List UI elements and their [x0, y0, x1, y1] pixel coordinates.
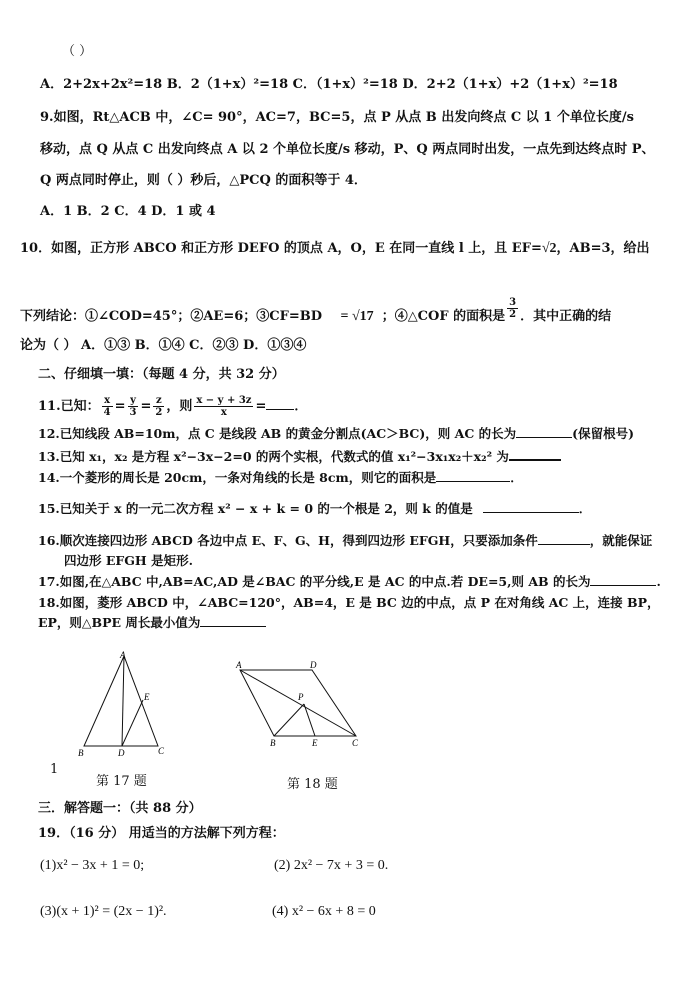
q18-line1: 18.如图，菱形 ABCD 中，∠ABC=120°，AB=4，E 是 BC 边的中点，点 P 在对角线 AC 上，连接 BP，	[38, 595, 660, 610]
section3-title: 三．解答题一：（共 88 分）	[38, 801, 202, 816]
q10-line1	[20, 241, 650, 257]
q18-line2-text: EP，则△BPE 周长最小值为	[38, 615, 201, 630]
q17	[38, 574, 661, 590]
q10-line2-text-b: ；④△COF 的面积是	[381, 309, 506, 324]
q8-options: A．2+2x+2x²=18 B．2（1+x）²=18 C．（1+x）²=18 D．2+2（1+x）+2（1+x）²=18	[40, 77, 618, 92]
q14-answer-blank[interactable]	[436, 470, 510, 482]
q11-frac-y-den: 3	[129, 407, 137, 418]
q11-answer-blank[interactable]	[266, 398, 294, 410]
q12-text: 12.已知线段 AB=10m，点 C 是线段 AB 的黄金分割点(AC＞BC)，则 AC 的长为	[38, 426, 517, 441]
q9-options: A．1 B．2 C．4 D．1 或 4	[40, 204, 216, 219]
q12-suffix: (保留根号)	[572, 426, 634, 441]
q10-fraction-den: 2	[509, 309, 517, 320]
q11-frac-y-num: y	[128, 395, 139, 407]
q11-frac-expr-den: x	[220, 407, 227, 418]
q11-mid: ，则	[166, 399, 193, 414]
q10-line2-text-a: 下列结论：①∠COD=45°；②AE=6；③CF=BD	[20, 309, 322, 324]
q10-fraction	[507, 297, 518, 320]
q14-text: 14.一个菱形的周长是 20cm，一条对角线的长是 8cm，则它的面积是	[38, 470, 437, 485]
section2-title: 二、仔细填一填：（每题 4 分，共 32 分）	[38, 367, 285, 382]
q16-line1-text: 16.顺次连接四边形 ABCD 各边中点 E、F、G、H，得到四边形 EFGH，只要添加条件	[38, 533, 538, 548]
q11-frac-z	[153, 395, 164, 418]
q11-eq3: =	[255, 399, 267, 414]
q9-line3: Q 两点同时停止，则（ ）秒后，△PCQ 的面积等于 4．	[40, 173, 367, 188]
q18-answer-blank[interactable]	[200, 615, 266, 627]
q10-line2	[20, 297, 612, 328]
q17-answer-blank[interactable]	[590, 574, 656, 586]
q16-line1-suffix: ，就能保证	[589, 533, 653, 548]
q10-line1-text-b: ，AB=3，给出	[556, 241, 650, 256]
q10-line2-text-c: ．其中正确的结	[520, 309, 612, 324]
q11-frac-expr-num: x − y + 3z	[196, 395, 252, 406]
q11-frac-x	[102, 395, 113, 418]
q11-suffix: ．	[294, 399, 308, 414]
q12	[38, 426, 634, 442]
q13-answer-blank[interactable]	[509, 448, 561, 461]
q10-line1-text-a: 10．如图，正方形 ABCO 和正方形 DEFO 的顶点 A，O，E 在同一直线 l 上，且 EF=	[20, 241, 542, 256]
q10-line3: 论为（ ） A．①③ B．①④ C．②③ D．①③④	[20, 338, 307, 353]
fig18-label-P: P	[298, 692, 304, 702]
q17-suffix: .	[656, 574, 661, 589]
figure-17-triangle	[76, 650, 176, 760]
q11-frac-z-num: z	[153, 395, 164, 407]
q9-line1: 9.如图，Rt△ACB 中，∠C= 90°，AC=7，BC=5，点 P 从点 B 出发向终点 C 以 1 个单位长度/s	[40, 110, 634, 125]
q11-frac-x-num: x	[102, 395, 113, 407]
q9-line2: 移动，点 Q 从点 C 出发向终点 A 以 2 个单位长度/s 移动，P、Q 两点同时出发，一点先到达终点时 P、	[40, 142, 655, 157]
q19-equation-3: (3)(x + 1)² = (2x − 1)².	[40, 904, 167, 919]
fig18-label-A: A	[236, 660, 242, 670]
figure-18-caption: 第 18 题	[287, 777, 338, 792]
q19-equation-2: (2) 2x² − 7x + 3 = 0.	[274, 858, 389, 873]
q8-answer-paren: （ ）	[62, 44, 93, 59]
q14-suffix: ．	[510, 470, 523, 485]
fig17-label-E: E	[144, 692, 150, 702]
q11-frac-x-den: 4	[103, 407, 111, 418]
fig18-label-B: B	[270, 738, 276, 748]
q10-sqrt17: = √17	[340, 309, 374, 324]
q11-eq1: =	[114, 399, 126, 414]
q17-text: 17.如图,在△ABC 中,AB=AC,AD 是∠BAC 的平分线,E 是 AC 的中点.若 DE=5,则 AB 的长为	[38, 574, 591, 589]
q11-frac-y	[128, 395, 139, 418]
q16-answer-blank[interactable]	[538, 533, 590, 545]
q16-line1	[38, 533, 652, 549]
q10-sqrt2: √2	[541, 241, 557, 256]
fig17-label-B: B	[78, 748, 84, 758]
figure-18-rhombus	[230, 658, 370, 750]
q15-text: 15.已知关于 x 的一元二次方程 x² − x + k = 0 的一个根是 2，则 k 的值是	[38, 501, 473, 516]
q16-line2: 四边形 EFGH 是矩形.	[64, 553, 193, 568]
fig18-label-E: E	[312, 738, 318, 748]
q11-frac-z-den: 2	[155, 407, 163, 418]
q12-answer-blank[interactable]	[516, 426, 572, 438]
q19-equation-1: (1)x² − 3x + 1 = 0;	[40, 858, 145, 873]
q11-frac-expr	[194, 395, 253, 418]
fig18-label-C: C	[352, 738, 359, 748]
figure-17-caption: 第 17 题	[96, 774, 147, 789]
q15-suffix: ．	[578, 501, 592, 516]
q15	[38, 501, 591, 517]
stray-mark: 1	[50, 762, 59, 777]
q11-eq2: =	[140, 399, 152, 414]
fig17-label-A: A	[120, 650, 126, 660]
fig17-label-C: C	[158, 746, 165, 756]
q14	[38, 470, 523, 486]
fig18-label-D: D	[310, 660, 317, 670]
q13	[38, 448, 561, 465]
q10-fraction-num: 3	[509, 297, 517, 308]
fig17-label-D: D	[118, 748, 125, 758]
q18-line2	[38, 615, 266, 631]
q19-title: 19．（16 分） 用适当的方法解下列方程：	[38, 826, 285, 841]
q19-equation-4: (4) x² − 6x + 8 = 0	[272, 904, 376, 919]
q15-answer-blank[interactable]	[483, 501, 579, 513]
q11	[38, 395, 307, 418]
q11-prefix: 11.已知：	[38, 399, 100, 414]
q13-text: 13.已知 x₁，x₂ 是方程 x²−3x−2=0 的两个实根，代数式的值 x₁²−3x₁x₂＋x₂² 为	[38, 449, 509, 464]
